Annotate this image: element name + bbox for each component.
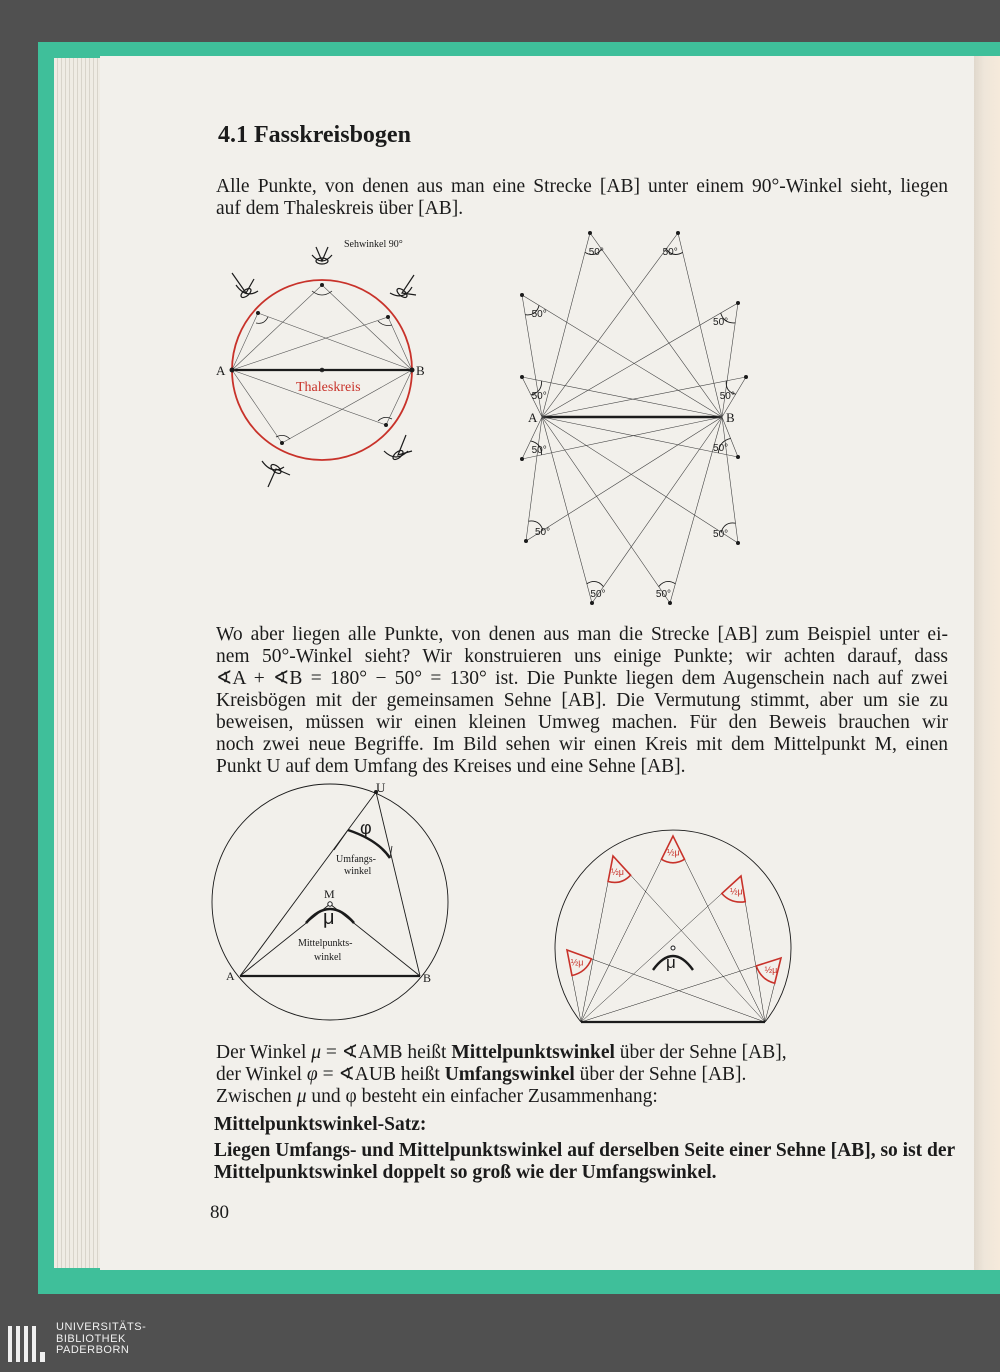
point — [520, 375, 524, 379]
fifty-degree-figure — [510, 225, 760, 615]
definition-line: Der Winkel μ = ∢AMB heißt Mittelpunktswinkel über der Sehne [AB], — [216, 1042, 787, 1063]
label-b: B — [416, 363, 425, 378]
angle-label: 50° — [713, 317, 729, 328]
half-mu-label: ½μ — [611, 866, 624, 877]
angle-arc — [587, 581, 604, 586]
angle-label: 50° — [719, 391, 735, 402]
page-number: 80 — [210, 1202, 229, 1223]
angle-label: 50° — [713, 443, 729, 454]
umfangs-label-2: winkel — [344, 866, 372, 877]
text-line: Kreisbögen mit der gemeinsamen Sehne [AB]. Die Vermutung stimmt, aber um sie zu — [216, 690, 948, 711]
mittel-label: Mittelpunkts- — [298, 938, 353, 949]
point — [520, 293, 524, 297]
mu-symbol: μ — [323, 907, 335, 929]
label-a: A — [216, 363, 226, 378]
point — [524, 539, 528, 543]
label-m: M — [324, 887, 335, 901]
angle-label: 50° — [662, 247, 678, 258]
definition-line: Zwischen μ und φ besteht ein einfacher Zusammenhang: — [216, 1086, 658, 1107]
text-line: auf dem Thaleskreis über [AB]. — [216, 198, 464, 219]
definition-line: der Winkel φ = ∢AUB heißt Umfangswinkel über der Sehne [AB]. — [216, 1064, 747, 1085]
angle-label: 50° — [713, 529, 729, 540]
right-angle-arcs — [256, 291, 392, 439]
point — [676, 231, 680, 235]
text-line: beweisen, müssen wir einen kleinen Umweg machen. Für den Beweis brauchen wir — [216, 712, 948, 733]
angle-label: 50° — [531, 391, 547, 402]
library-name — [56, 1322, 146, 1357]
angle-label: 50° — [531, 309, 547, 320]
text-line: nem 50°-Winkel sieht? Wir konstruieren uns einige Punkte; wir achten darauf, dass — [216, 646, 948, 667]
half-mu-label: ½μ — [764, 965, 778, 976]
angle-label: 50° — [590, 589, 606, 600]
point — [736, 541, 740, 545]
angle-label: 50° — [531, 445, 547, 456]
point — [736, 455, 740, 459]
library-logo-icon — [6, 1322, 50, 1366]
half-mu-label: ½μ — [667, 847, 680, 858]
phi-symbol: φ — [360, 818, 372, 838]
thales-figure — [200, 225, 460, 505]
text-line: noch zwei neue Begriffe. Im Bild sehen wir einen Kreis mit dem Mittelpunkt M, einen — [216, 734, 948, 755]
arc — [555, 830, 791, 1022]
eye-icon — [232, 247, 416, 487]
library-line: BIBLIOTHEK — [56, 1332, 126, 1345]
thaleskreis-label: Thaleskreis — [296, 380, 361, 395]
mu-symbol: μ — [666, 953, 676, 972]
point — [590, 601, 594, 605]
point — [736, 301, 740, 305]
library-line: UNIVERSITÄTS- — [56, 1321, 147, 1333]
body-paragraph — [216, 624, 948, 778]
point — [668, 601, 672, 605]
sehwinkel-label: Sehwinkel 90° — [344, 239, 403, 250]
text-line: Alle Punkte, von denen aus man eine Strecke [AB] unter einem 90°-Winkel sieht, liegen — [216, 176, 948, 197]
label-a: A — [528, 410, 538, 425]
half-mu-label: ½μ — [570, 957, 584, 968]
intro-paragraph — [216, 176, 948, 220]
half-mu-label: ½μ — [730, 886, 743, 897]
mittel-label-2: winkel — [314, 952, 342, 963]
angle-definition-figure — [208, 780, 468, 1030]
inscribed-angles-figure — [555, 830, 795, 1030]
angle-arc — [659, 581, 676, 586]
angle-label: 50° — [655, 589, 672, 600]
point — [520, 457, 524, 461]
angle-label: 50° — [534, 527, 551, 538]
text-line: ∢A + ∢B = 180° − 50° = 130° ist. Die Punkte liegen dem Augenschein nach auf zwei — [216, 668, 948, 689]
library-line: PADERBORN — [56, 1344, 130, 1356]
facing-page-edge — [974, 56, 1000, 1270]
point — [588, 231, 592, 235]
theorem-line: Liegen Umfangs- und Mittelpunktswinkel auf derselben Seite einer Sehne [AB], so ist der — [214, 1140, 956, 1161]
theorem-title: Mittelpunktswinkel-Satz: — [214, 1114, 427, 1135]
label-a: A — [226, 969, 235, 983]
angle-label: 50° — [588, 247, 604, 258]
text-line: Punkt U auf dem Umfang des Kreises und eine Sehne [AB]. — [216, 756, 686, 777]
point — [744, 375, 748, 379]
umfangs-label: Umfangs- — [336, 854, 376, 865]
theorem-text — [214, 1140, 956, 1184]
text-line: Wo aber liegen alle Punkte, von denen aus man die Strecke [AB] zum Beispiel unter ei- — [216, 624, 948, 645]
label-u: U — [376, 780, 386, 795]
definition-paragraph — [216, 1042, 936, 1108]
theorem-line: Mittelpunktswinkel doppelt so groß wie der Umfangswinkel. — [214, 1162, 717, 1183]
label-b: B — [423, 971, 432, 985]
section-title: 4.1 Fasskreisbogen — [218, 122, 411, 148]
label-b: B — [726, 410, 735, 425]
sight-lines — [232, 285, 412, 443]
